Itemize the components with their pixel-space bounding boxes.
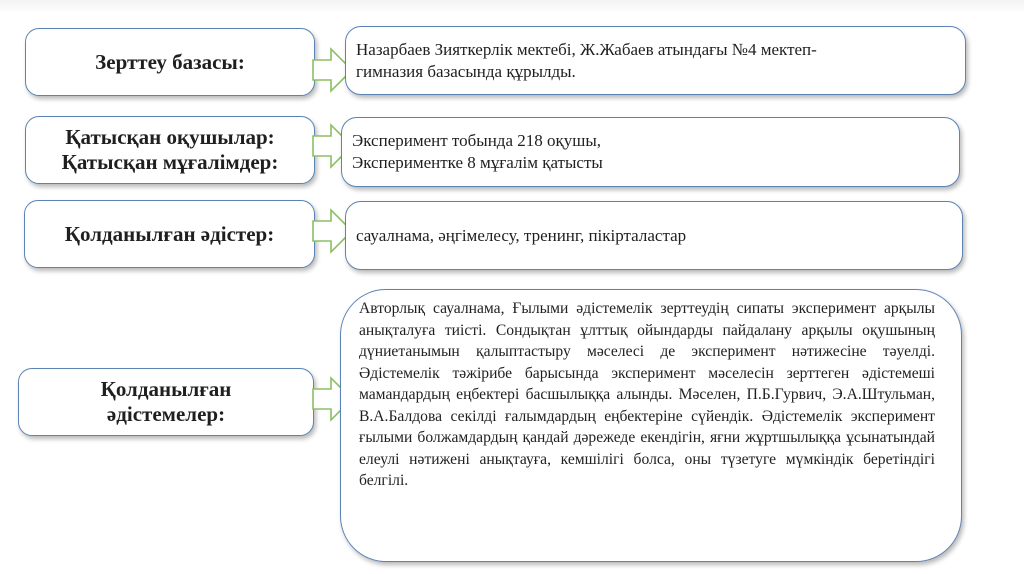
methods-used-label: Қолданылған әдістер: bbox=[24, 200, 315, 268]
research-base-label: Зерттеу базасы: bbox=[25, 28, 315, 96]
participants-label: Қатысқан оқушылар: Қатысқан мұғалімдер: bbox=[25, 116, 315, 184]
participants-content: Эксперимент тобында 218 оқушы, Экспериментке 8 мұғалім қатысты bbox=[341, 117, 960, 187]
methodologies-label: Қолданылған әдістемелер: bbox=[18, 368, 314, 436]
research-base-content: Назарбаев Зияткерлік мектебі, Ж.Жабаев атындағы №4 мектеп- гимназия базасында құрылды. bbox=[345, 26, 966, 95]
methodologies-content: Авторлық сауалнама, Ғылыми әдістемелік зерттеудің сипаты эксперимент арқылы анықталуға тиісті. Сондықтан ұлттық ойындарды пайдалану арқылы оқушының дүниетанымын қалыптастыру мәселесі де эксперимент нәтижесіне тәуелді. Әдістемелік тәжірибе барысында эксперимент мәселесін зерттеген әдістемеші мамандардың еңбектері басшылыққа алынды. Мәселен, П.Б.Гурвич, Э.А.Штульман, В.А.Балдова секілді ғалымдардың еңбектеріне сүйендік. Әдістемелік эксперимент ғылыми болжамдардың қандай дәрежеде екендігін, яғни жұртшылыққа ұсынатындай елеулі нәтижені анықтауға, кемшілігі болса, оны түзетуге мүмкіндік беретіндігі белгілі. bbox=[340, 289, 962, 562]
methods-used-content: сауалнама, әңгімелесу, тренинг, пікірталастар bbox=[345, 201, 963, 270]
top-strip bbox=[0, 0, 1024, 14]
